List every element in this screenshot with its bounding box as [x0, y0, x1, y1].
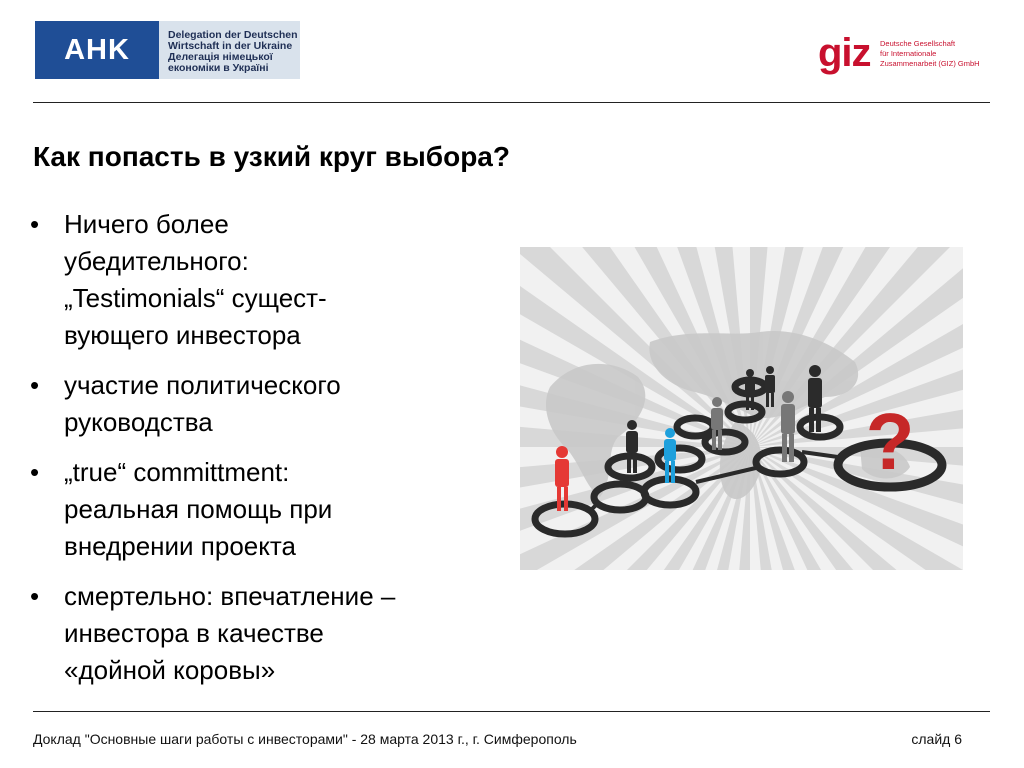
bullet-item: [30, 454, 500, 565]
bullet-line: реальная помощь при: [64, 494, 333, 524]
bullet-line: инвестора в качестве: [64, 618, 324, 648]
person-figure: [711, 397, 723, 450]
bullet-line: „Testimonials“ сущест-: [64, 283, 327, 313]
giz-logo-text: [880, 39, 980, 69]
footer-text: Доклад "Основные шаги работы с инвесторами" - 28 марта 2013 г., г. Симферополь: [33, 731, 577, 747]
bullet-icon: •: [30, 581, 40, 611]
bullet-icon: •: [30, 370, 40, 400]
bullet-line: убедительного:: [64, 246, 249, 276]
slide-title: Как попасть в узкий круг выбора?: [33, 141, 510, 172]
ahk-logo-line: Делегація німецької: [168, 51, 273, 63]
bullet-line: «дойной коровы»: [64, 655, 276, 685]
giz-logo-line: für Internationale: [880, 49, 937, 58]
people-on-circles-illustration: [520, 247, 963, 570]
bullet-icon: •: [30, 209, 40, 239]
bullet-item: [30, 206, 500, 354]
ahk-logo-text: [168, 30, 298, 74]
ahk-logo-line: Wirtschaft in der Ukraine: [168, 40, 293, 52]
ahk-logo: [35, 21, 300, 79]
giz-logo-line: Deutsche Gesellschaft: [880, 39, 956, 48]
bullet-line: участие политического: [64, 370, 341, 400]
bullet-item: [30, 578, 500, 689]
ahk-logo-mark: AHK: [64, 34, 130, 66]
bullet-line: Ничего более: [64, 209, 229, 239]
ahk-logo-line: економіки в Україні: [168, 62, 269, 74]
bullet-line: внедрении проекта: [64, 531, 296, 561]
bullet-icon: •: [30, 457, 40, 487]
bullet-item: [30, 367, 500, 441]
ahk-logo-line: Delegation der Deutschen: [168, 29, 298, 41]
giz-logo: [818, 33, 998, 79]
giz-logo-line: Zusammenarbeit (GIZ) GmbH: [880, 59, 980, 68]
slide-number: слайд 6: [911, 731, 962, 747]
bullet-line: смертельно: впечатление –: [64, 581, 396, 611]
header-divider: [33, 102, 990, 103]
question-mark: ?: [865, 397, 915, 486]
bullet-line: „true“ committment:: [64, 457, 290, 487]
giz-logo-mark: giz: [818, 31, 871, 75]
illustration-svg: [520, 247, 963, 570]
bullet-line: вующего инвестора: [64, 320, 301, 350]
bullet-line: руководства: [64, 407, 213, 437]
bullet-list: [30, 206, 500, 702]
footer-divider: [33, 711, 990, 712]
